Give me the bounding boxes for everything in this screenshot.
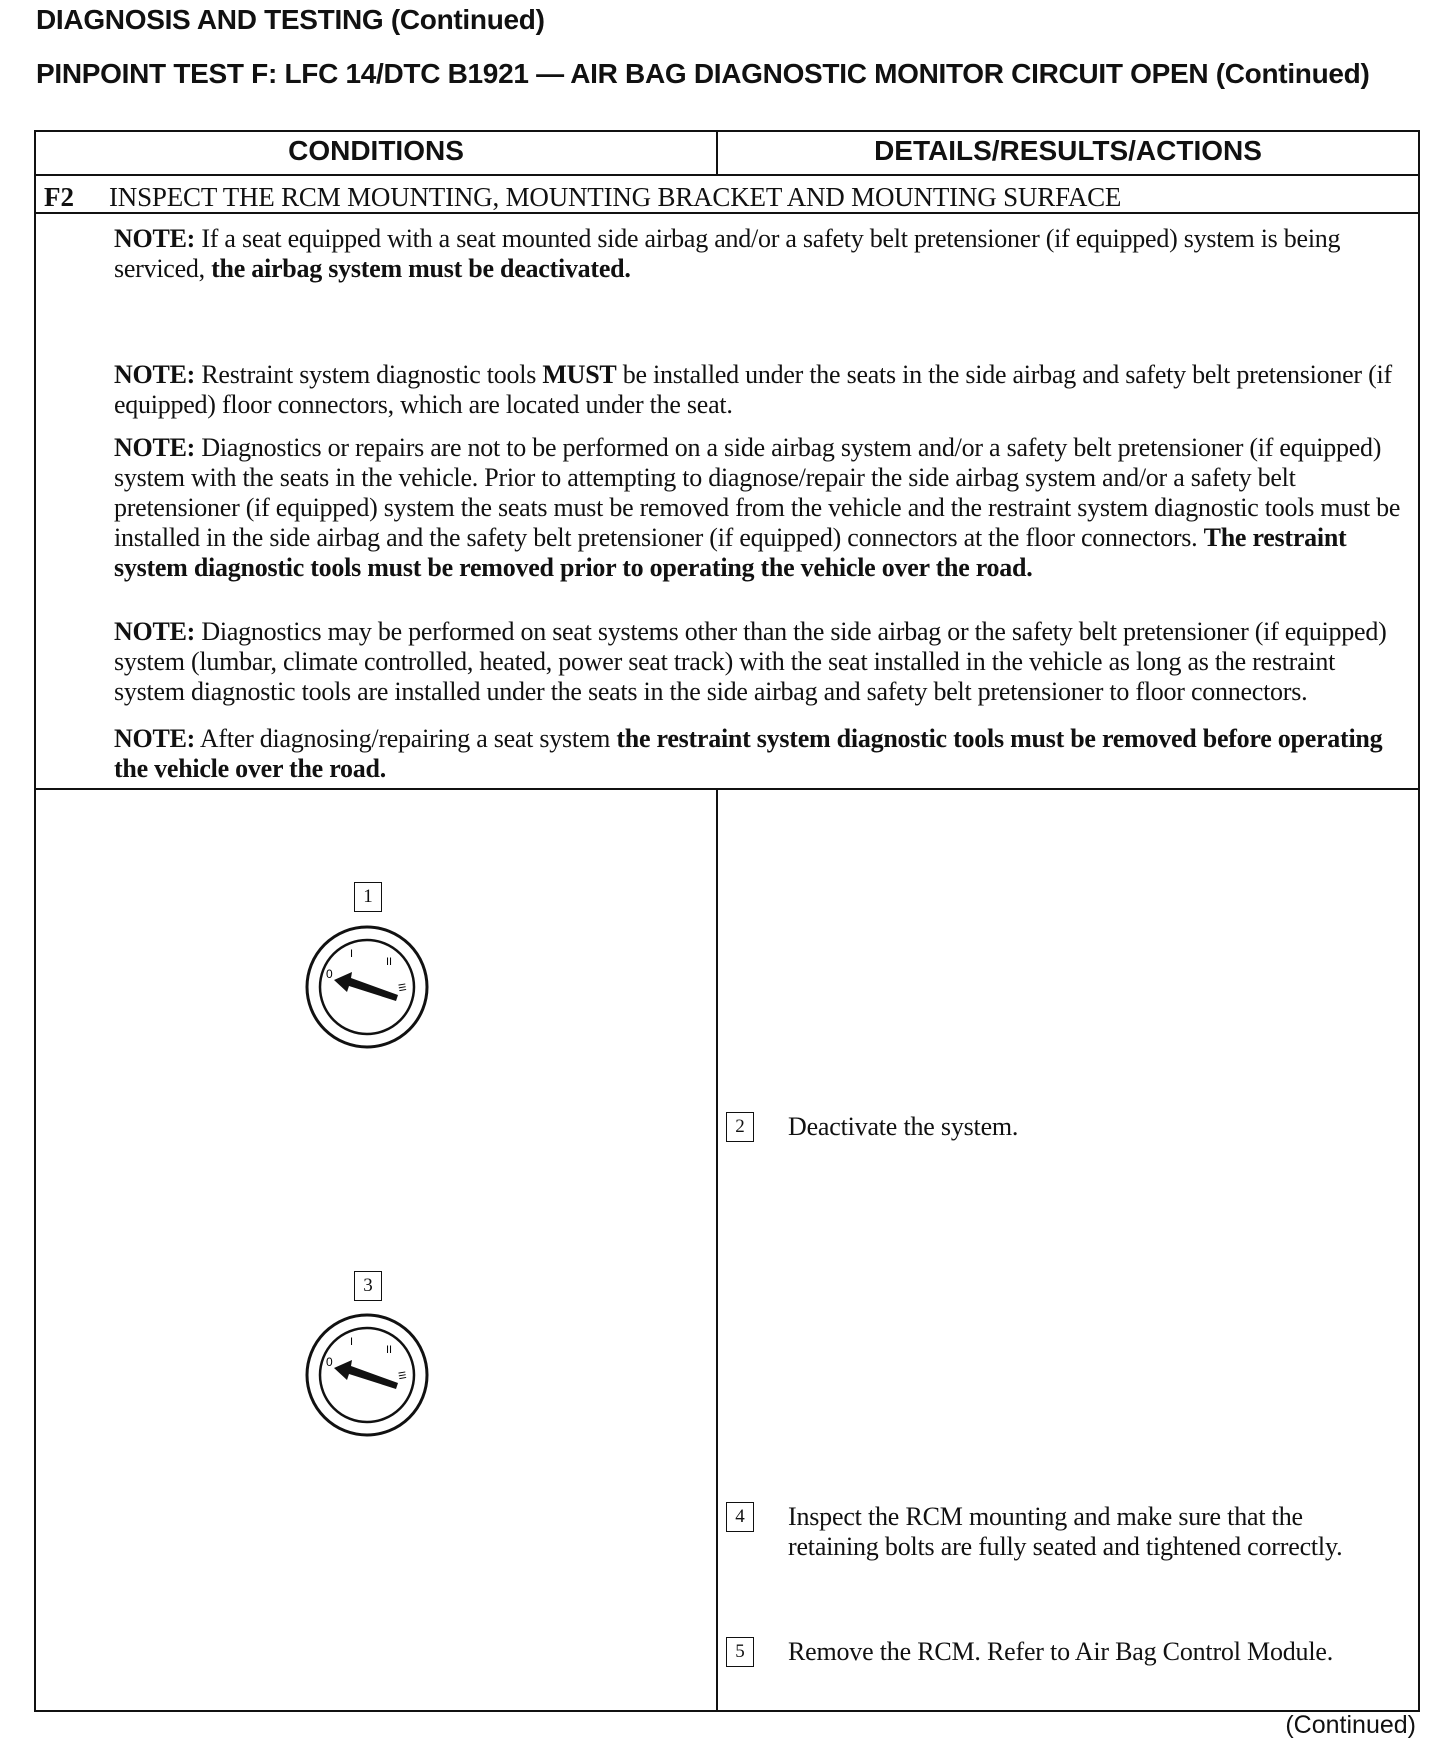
note-bold-text: The restraint system diagnostic tools must be removed prior to operating the vehicle over the road. [114, 523, 1347, 582]
dial-mark: II [386, 1344, 393, 1356]
step-number-box: 2 [726, 1112, 754, 1142]
note-text: If a seat equipped with a seat mounted side airbag and/or a safety belt pretensioner (if equipped) system is being serviced, [114, 224, 1341, 283]
note-diagnostic-tools [114, 360, 1410, 420]
note-other-seat-systems [114, 617, 1410, 707]
action-inspect-rcm-mounting: Inspect the RCM mounting and make sure that the retaining bolts are fully seated and tightened correctly. [788, 1502, 1343, 1561]
note-lead: NOTE: [114, 617, 196, 646]
step-rule [36, 212, 1418, 214]
pinpoint-test-title: PINPOINT TEST F: LFC 14/DTC B1921 — AIR BAG DIAGNOSTIC MONITOR CIRCUIT OPEN (Continued) [36, 58, 1370, 89]
note-diagnostics-repairs [114, 433, 1410, 583]
note-text: Restraint system diagnostic tools [195, 360, 543, 389]
page-title: DIAGNOSIS AND TESTING (Continued) [36, 4, 545, 35]
continued-label: (Continued) [1285, 1711, 1416, 1739]
step-number-box: 3 [354, 1271, 382, 1301]
note-text: Diagnostics or repairs are not to be performed on a side airbag system and/or a safety belt pretensioner (if equipped) system with the seats in the vehicle. Prior to attempting to diagnose/repair the side airbag system and/or a safety belt pretensioner (if equipped) system the seats must be removed from the vehicle and the restraint system diagnostic tools must be installed in the side airbag and the safety belt pretensioner (if equipped) connectors at the floor connectors. [114, 433, 1401, 552]
step-number-box: 5 [726, 1637, 754, 1667]
action-remove-rcm: Remove the RCM. Refer to Air Bag Control Module. [788, 1637, 1334, 1666]
note-bold-text: the restraint system diagnostic tools must be removed before operating the vehicle over the road. [114, 724, 1383, 783]
header-divider [716, 132, 718, 176]
pinpoint-test-table [34, 130, 1420, 1712]
step-title: INSPECT THE RCM MOUNTING, MOUNTING BRACKET AND MOUNTING SURFACE [109, 182, 1122, 212]
notes-rule [36, 788, 1418, 790]
step-number-box: 1 [354, 882, 382, 912]
ignition-switch-icon [302, 1310, 432, 1440]
dial-mark: III [395, 982, 408, 993]
dial-mark: 0 [326, 967, 333, 981]
note-text: After diagnosing/repairing a seat system [195, 724, 617, 753]
dial-mark: 0 [326, 1355, 333, 1369]
ignition-switch-icon [302, 922, 432, 1052]
note-lead: NOTE: [114, 433, 196, 462]
step-label: F2 [44, 182, 74, 212]
details-column-header: DETAILS/RESULTS/ACTIONS [874, 135, 1262, 166]
header-rule [36, 174, 1418, 176]
note-text: be installed under the seats in the side airbag and safety belt pretensioner (if equipped) floor connectors, which are located under the seat. [114, 360, 1392, 419]
note-bold-text: the airbag system must be deactivated. [211, 254, 631, 283]
note-seat-airbag [114, 224, 1410, 284]
note-bold-text: MUST [542, 360, 617, 389]
note-after-repair [114, 724, 1410, 784]
body-divider [716, 788, 718, 1710]
conditions-column-header: CONDITIONS [288, 135, 464, 166]
dial-mark: I [350, 948, 354, 960]
dial-mark: I [350, 1336, 354, 1348]
dial-mark: III [395, 1370, 408, 1381]
note-text: Diagnostics may be performed on seat systems other than the side airbag or the safety belt pretensioner (if equipped) system (lumbar, climate controlled, heated, power seat track) with the seat installed in the vehicle as long as the restraint system diagnostic tools are installed under the seats in the side airbag and safety belt pretensioner to floor connectors. [114, 617, 1387, 706]
step-number-box: 4 [726, 1502, 754, 1532]
action-deactivate-system: Deactivate the system. [788, 1112, 1019, 1141]
note-lead: NOTE: [114, 224, 196, 253]
dial-mark: II [386, 956, 393, 968]
note-lead: NOTE: [114, 724, 196, 753]
note-lead: NOTE: [114, 360, 196, 389]
